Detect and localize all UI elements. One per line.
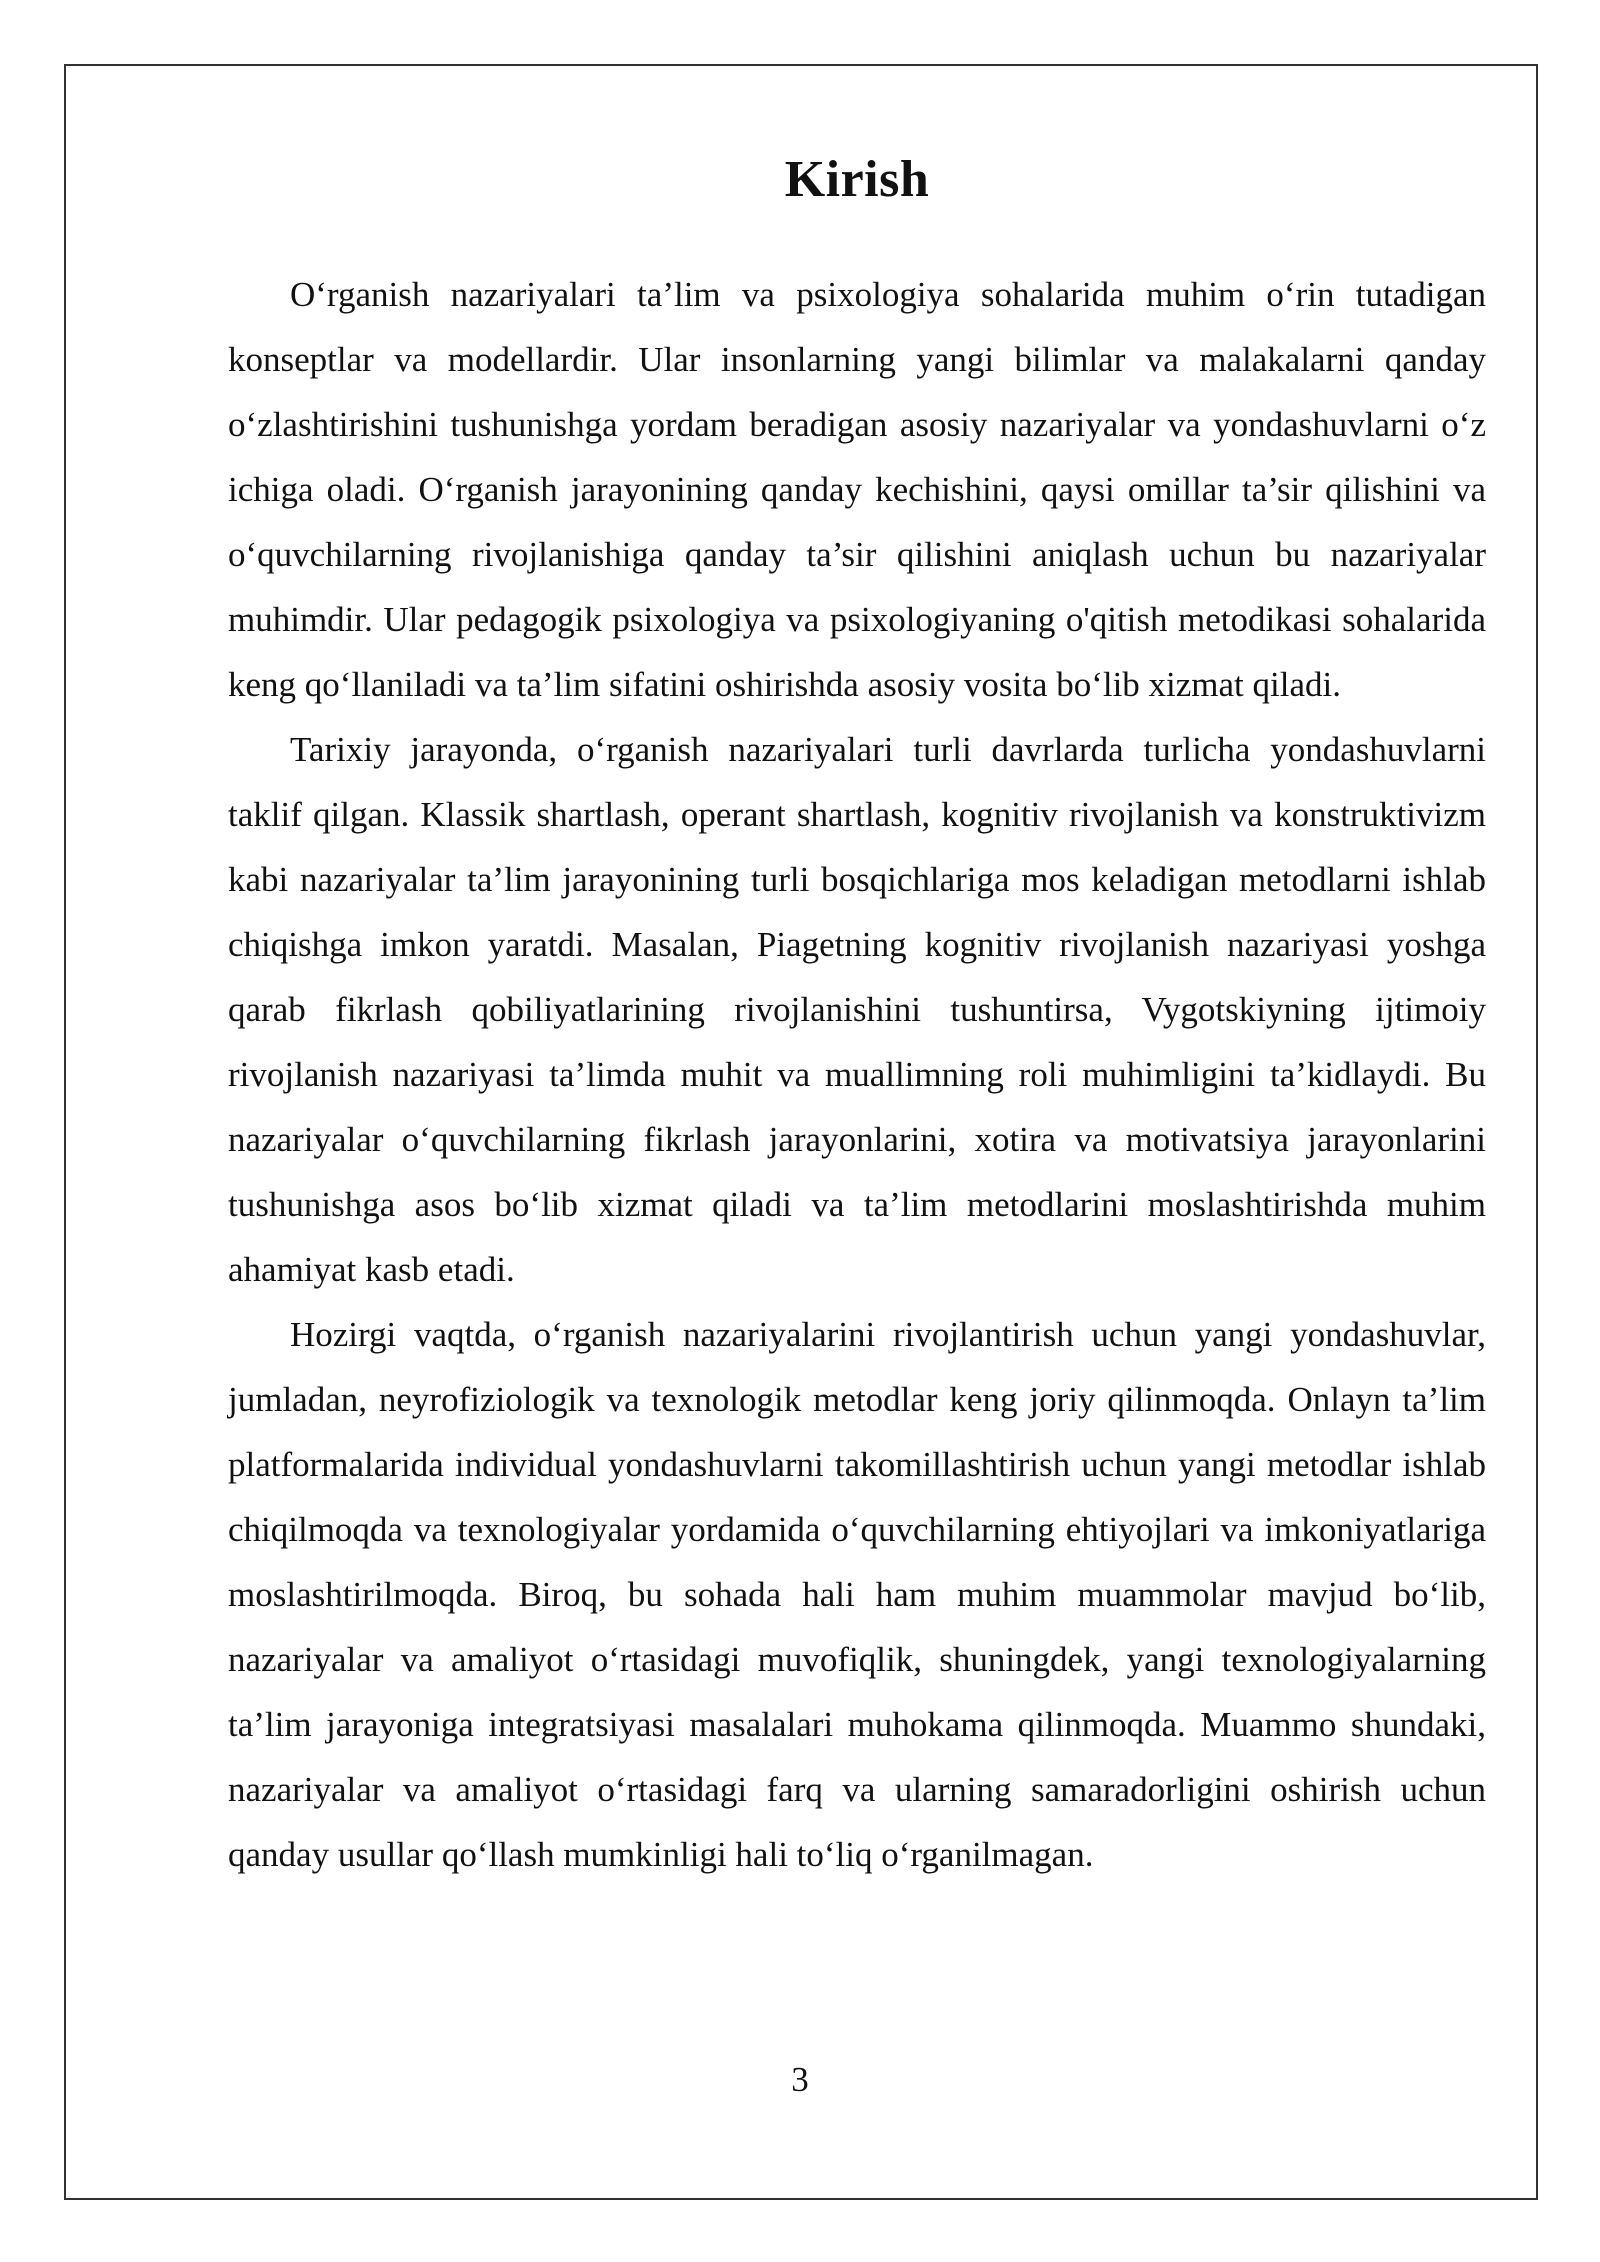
- document-body: [228, 150, 1486, 1887]
- paragraph-1: O‘rganish nazariyalari ta’lim va psixologiya sohalarida muhim o‘rin tutadigan konseptlar va modellardir. Ular insonlarning yangi bilimlar va malakalarni qanday o‘zlashtirishini tushunishga yordam beradigan asosiy nazariyalar va yondashuvlarni o‘z ichiga oladi. O‘rganish jarayonining qanday kechishini, qaysi omillar ta’sir qilishini va o‘quvchilarning rivojlanishiga qanday ta’sir qilishini aniqlash uchun bu nazariyalar muhimdir. Ular pedagogik psixologiya va psixologiyaning o'qitish metodikasi sohalarida keng qo‘llaniladi va ta’lim sifatini oshirishda asosiy vosita bo‘lib xizmat qiladi.: [228, 275, 1486, 704]
- page-title: Kirish: [784, 151, 930, 208]
- paragraph-3: Hozirgi vaqtda, o‘rganish nazariyalarini rivojlantirish uchun yangi yondashuvlar, jumladan, neyrofiziologik va texnologik metodlar keng joriy qilinmoqda. Onlayn ta’lim platformalarida individual yondashuvlarni takomillashtirish uchun yangi metodlar ishlab chiqilmoqda va texnologiyalar yordamida o‘quvchilarning ehtiyojlari va imkoniyatlariga moslashtirilmoqda. Biroq, bu sohada hali ham muhim muammolar mavjud bo‘lib, nazariyalar va amaliyot o‘rtasidagi muvofiqlik, shuningdek, yangi texnologiyalarning ta’lim jarayoniga integratsiyasi masalalari muhokama qilinmoqda. Muammo shundaki, nazariyalar va amaliyot o‘rtasidagi farq va ularning samaradorligini oshirish uchun qanday usullar qo‘llash mumkinligi hali to‘liq o‘rganilmagan.: [228, 1315, 1486, 1874]
- paragraph-2: Tarixiy jarayonda, o‘rganish nazariyalari turli davrlarda turlicha yondashuvlarni taklif qilgan. Klassik shartlash, operant shartlash, kognitiv rivojlanish va konstruktivizm kabi nazariyalar ta’lim jarayonining turli bosqichlariga mos keladigan metodlarni ishlab chiqishga imkon yaratdi. Masalan, Piagetning kognitiv rivojlanish nazariyasi yoshga qarab fikrlash qobiliyatlarining rivojlanishini tushuntirsa, Vygotskiyning ijtimoiy rivojlanish nazariyasi ta’limda muhit va muallimning roli muhimligini ta’kidlaydi. Bu nazariyalar o‘quvchilarning fikrlash jarayonlarini, xotira va motivatsiya jarayonlarini tushunishga asos bo‘lib xizmat qiladi va ta’lim metodlarini moslashtirishda muhim ahamiyat kasb etadi.: [228, 730, 1486, 1289]
- page-number: 3: [791, 2060, 809, 2099]
